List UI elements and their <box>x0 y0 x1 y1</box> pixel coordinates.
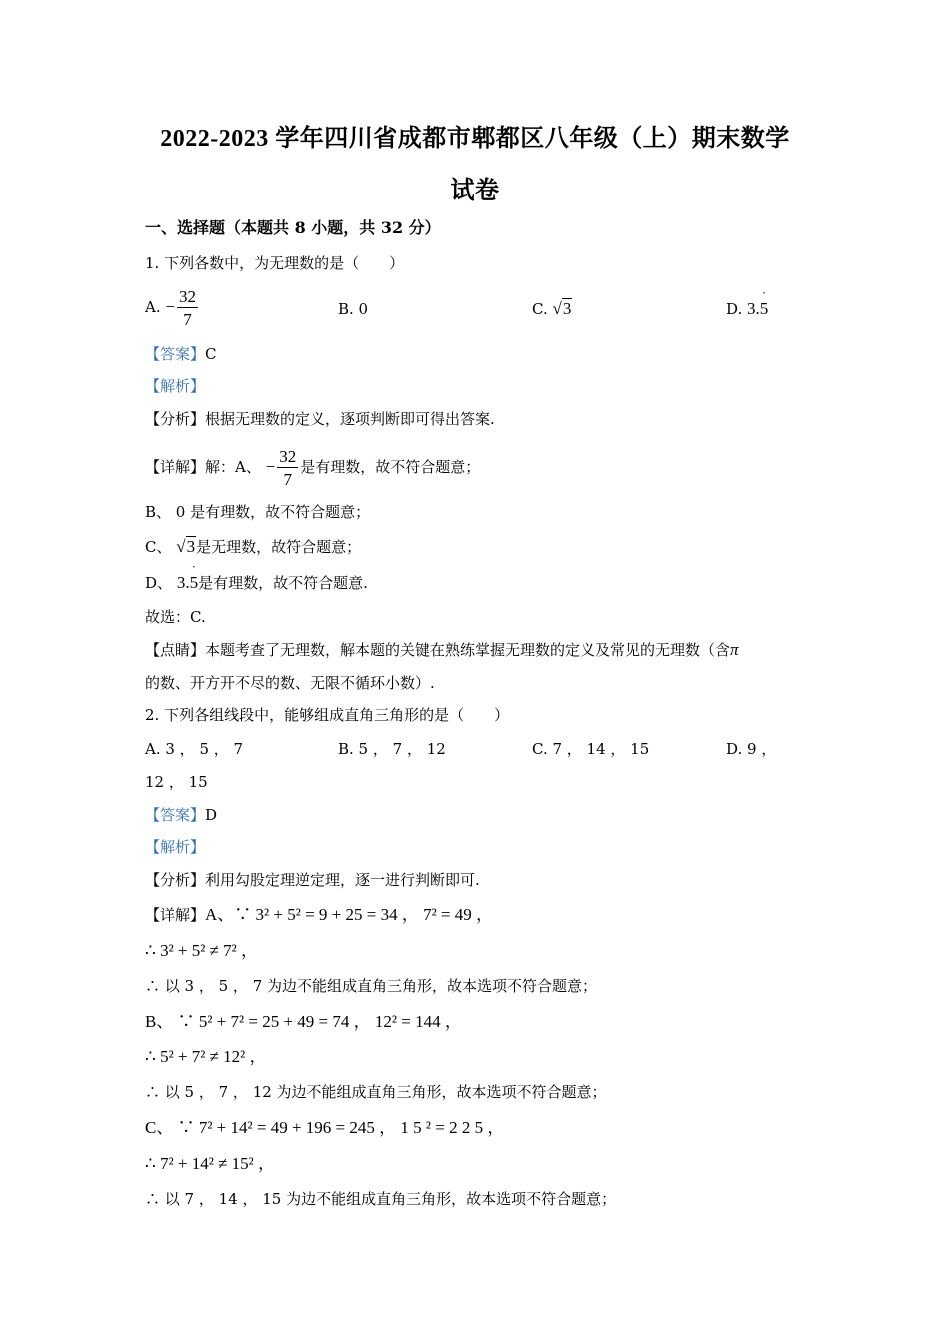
q1-option-b: B. 0 <box>338 300 369 318</box>
q1-option-d: D. 3.5 ˙ <box>726 299 768 319</box>
section-heading: 一、选择题（本题共 8 小题，共 32 分） <box>145 218 441 237</box>
doc-title-line2: 试卷 <box>450 178 500 204</box>
q2-xiangjie-line-5: ∴ 5² + 7² ≠ 12² ， <box>145 1047 267 1066</box>
repeating-dot: 5 ˙ <box>760 299 769 319</box>
q2-xiangjie-line-1: 【详解】A、∵ 3² + 5² = 9 + 25 = 34 ， 7² = 49 ， <box>145 905 494 924</box>
q1-line-d: D、 3.5 ˙是有理数，故不符合题意. <box>145 573 368 593</box>
q2-option-d: D. 9 ， <box>726 740 777 758</box>
q2-xiangjie-line-4: B、 ∵ 5² + 7² = 25 + 49 = 74 ， 12² = 144 ， <box>145 1012 462 1031</box>
q2-xiangjie-line-3: ∴ 以 3 ， 5 ， 7 为边不能组成直角三角形，故本选项不符合题意； <box>145 977 598 995</box>
q2-analysis-tag: 【解析】 <box>145 838 206 856</box>
q2-fenxi: 【分析】利用勾股定理逆定理，逐一进行判断即可. <box>145 871 480 889</box>
q2-xiangjie-line-7: C、 ∵ 7² + 14² = 49 + 196 = 245 ， 1 5 ² = 2 2 5 ， <box>145 1118 505 1137</box>
doc-title-line1: 2022-2023 学年四川省成都市郫都区八年级（上）期末数学 <box>160 126 790 152</box>
q1-option-c: C. √3 <box>532 299 572 318</box>
q1-fenxi: 【分析】根据无理数的定义，逐项判断即可得出答案. <box>145 410 495 428</box>
q1-option-a: A. − $\frac{32}{7}$ <box>145 287 196 329</box>
q2-xiangjie-line-8: ∴ 7² + 14² ≠ 15² ， <box>145 1154 276 1173</box>
sqrt-symbol: √3 <box>176 537 196 556</box>
q2-stem: 2. 下列各组线段中，能够组成直角三角形的是（ ） <box>145 706 510 724</box>
q1-answer: 【答案】C <box>145 345 217 363</box>
q1-dianjing: 【点睛】本题考查了无理数，解本题的关键在熟练掌握无理数的定义及常见的无理数（含π <box>145 640 739 659</box>
q2-option-c: C. 7 ， 14 ， 15 <box>532 740 650 758</box>
q2-option-b: B. 5 ， 7 ， 12 <box>338 740 446 758</box>
repeating-dot: 5 ˙ <box>190 573 199 593</box>
q1-conclusion: 故选：C. <box>145 608 206 626</box>
q1-dianjing-cont: 的数、开方开不尽的数、无限不循环小数）. <box>145 674 435 692</box>
q1-xiangjie: 【详解】解：A、 − $\frac{32}{7}$ 是有理数，故不符合题意； <box>145 447 481 489</box>
q1-line-c: C、 √3是无理数，故符合题意； <box>145 537 362 556</box>
q1-line-b: B、 0 是有理数，故不符合题意； <box>145 503 371 521</box>
sqrt-symbol: √3 <box>552 299 572 318</box>
q1-stem: 1. 下列各数中，为无理数的是（ ） <box>145 254 405 272</box>
q1-analysis-tag: 【解析】 <box>145 377 206 395</box>
q2-xiangjie-line-2: ∴ 3² + 5² ≠ 7² ， <box>145 941 259 960</box>
q2-xiangjie-line-9: ∴ 以 7 ， 14 ， 15 为边不能组成直角三角形，故本选项不符合题意； <box>145 1190 617 1208</box>
q2-option-a: A. 3 ， 5 ， 7 <box>145 740 244 758</box>
q2-answer: 【答案】D <box>145 806 218 824</box>
fraction: $\frac{32}{7}$ <box>279 447 297 489</box>
q2-xiangjie-line-6: ∴ 以 5 ， 7 ， 12 为边不能组成直角三角形，故本选项不符合题意； <box>145 1083 607 1101</box>
q2-option-d-cont: 12 ， 15 <box>145 773 208 791</box>
fraction: $\frac{32}{7}$ <box>178 287 196 329</box>
